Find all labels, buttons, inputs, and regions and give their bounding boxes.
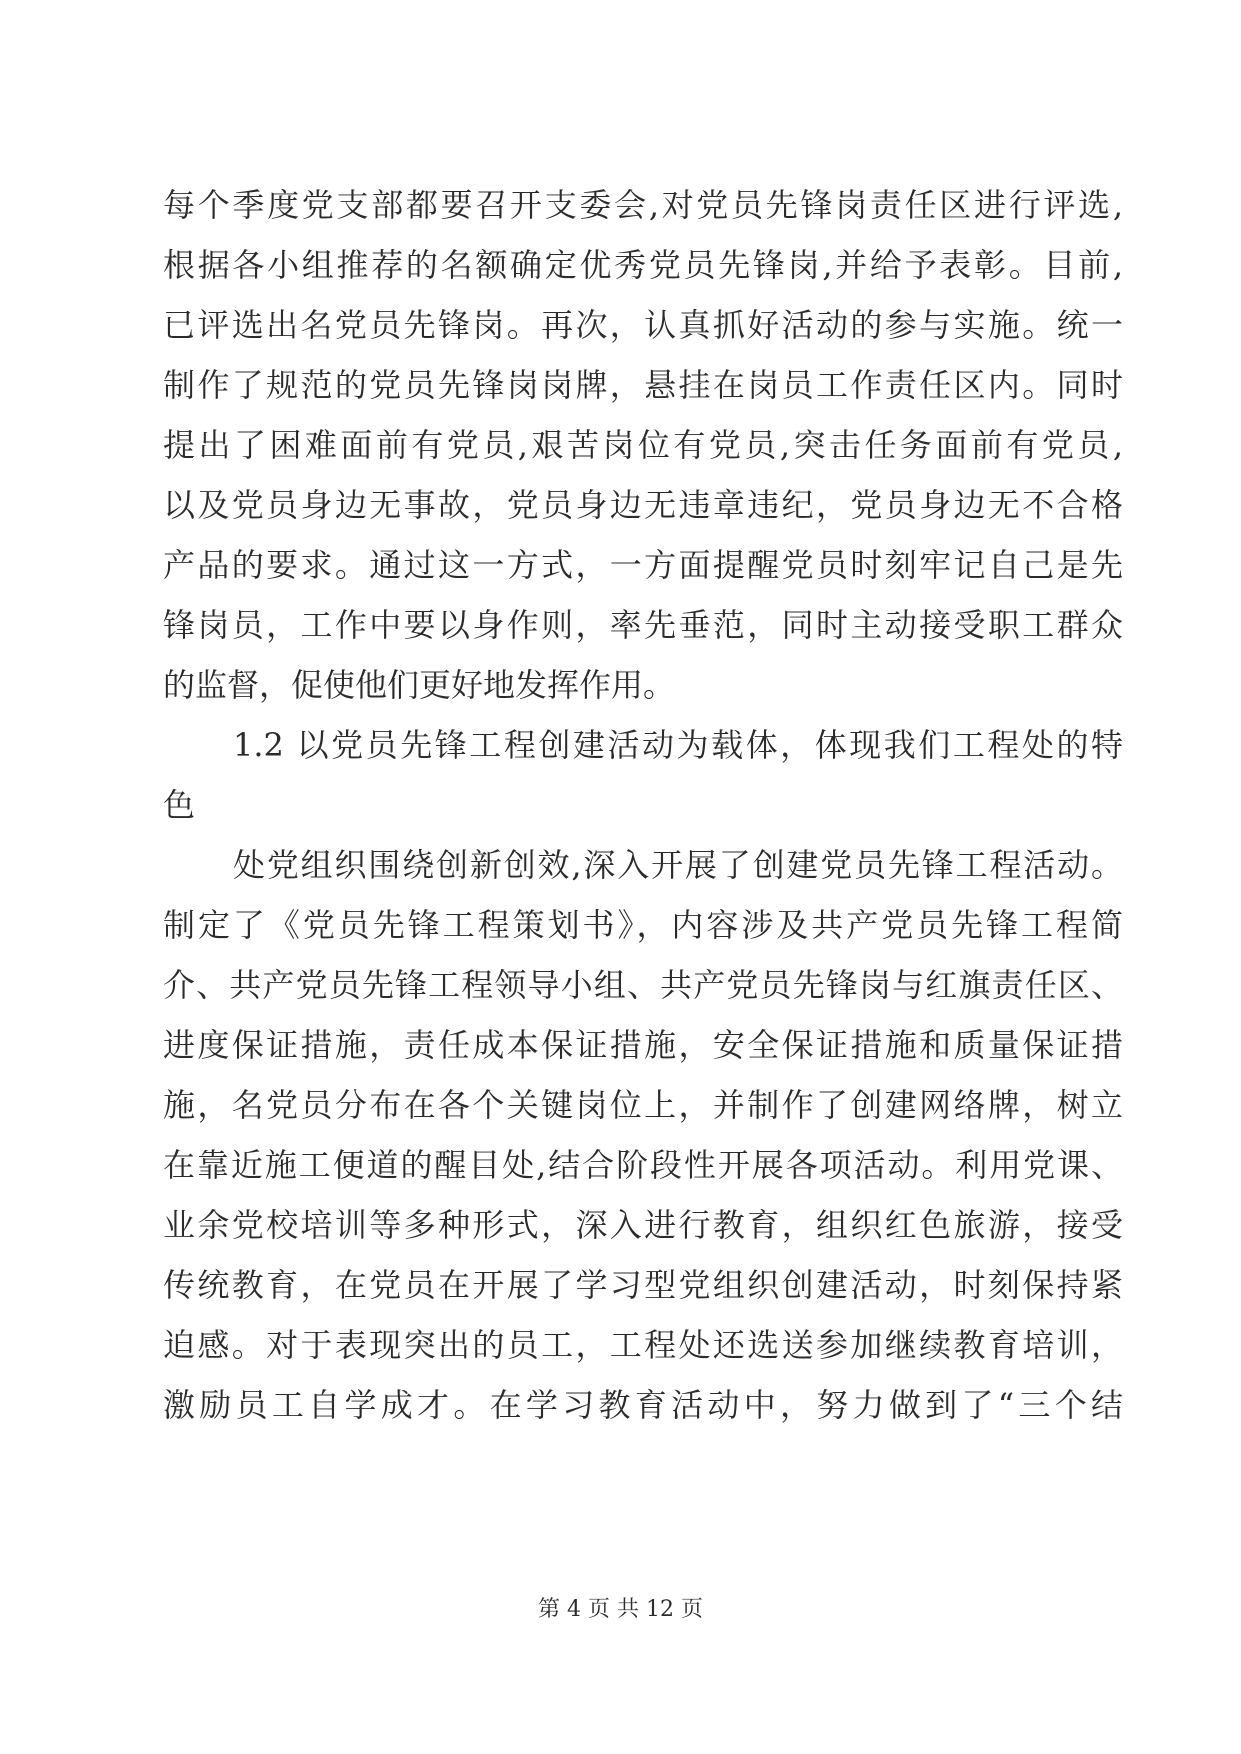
body-text-line: 激励员工自学成才。在学习教育活动中，努力做到了“三个结 xyxy=(163,1386,1123,1424)
body-text-line: 处党组织围绕创新创效,深入开展了创建党员先锋工程活动。 xyxy=(233,846,1123,884)
body-text-line: 传统教育，在党员在开展了学习型党组织创建活动，时刻保持紧 xyxy=(163,1266,1123,1304)
body-text-line: 产品的要求。通过这一方式，一方面提醒党员时刻牢记自己是先 xyxy=(163,546,1123,584)
page-number-footer: 第 4 页 共 12 页 xyxy=(538,1597,703,1622)
body-text-line: 业余党校培训等多种形式，深入进行教育，组织红色旅游，接受 xyxy=(163,1206,1123,1244)
body-text-line: 制定了《党员先锋工程策划书》，内容涉及共产党员先锋工程简 xyxy=(163,906,1123,944)
body-text-line: 锋岗员，工作中要以身作则，率先垂范，同时主动接受职工群众 xyxy=(163,606,1123,644)
body-text-line: 每个季度党支部都要召开支委会,对党员先锋岗责任区进行评选, xyxy=(163,186,1123,224)
body-text-line: 提出了困难面前有党员,艰苦岗位有党员,突击任务面前有党员, xyxy=(163,426,1123,464)
body-text-line: 迫感。对于表现突出的员工，工程处还选送参加继续教育培训， xyxy=(163,1326,1123,1364)
body-text-line: 介、共产党员先锋工程领导小组、共产党员先锋岗与红旗责任区、 xyxy=(163,966,1123,1004)
body-text-line: 已评选出名党员先锋岗。再次，认真抓好活动的参与实施。统一 xyxy=(163,306,1123,344)
body-text-line: 制作了规范的党员先锋岗岗牌，悬挂在岗员工作责任区内。同时 xyxy=(163,366,1123,404)
body-text-line: 的监督，促使他们更好地发挥作用。 xyxy=(163,666,676,704)
body-text-line: 在靠近施工便道的醒目处,结合阶段性开展各项活动。利用党课、 xyxy=(163,1146,1123,1184)
body-text-line: 根据各小组推荐的名额确定优秀党员先锋岗,并给予表彰。目前, xyxy=(163,246,1123,284)
body-text-line: 以及党员身边无事故，党员身边无违章违纪，党员身边无不合格 xyxy=(163,486,1123,524)
section-heading-continuation: 色 xyxy=(163,786,196,824)
section-heading: 1.2 以党员先锋工程创建活动为载体，体现我们工程处的特 xyxy=(233,726,1123,764)
body-text-line: 进度保证措施，责任成本保证措施，安全保证措施和质量保证措 xyxy=(163,1026,1123,1064)
body-text-line: 施，名党员分布在各个关键岗位上，并制作了创建网络牌，树立 xyxy=(163,1086,1123,1124)
